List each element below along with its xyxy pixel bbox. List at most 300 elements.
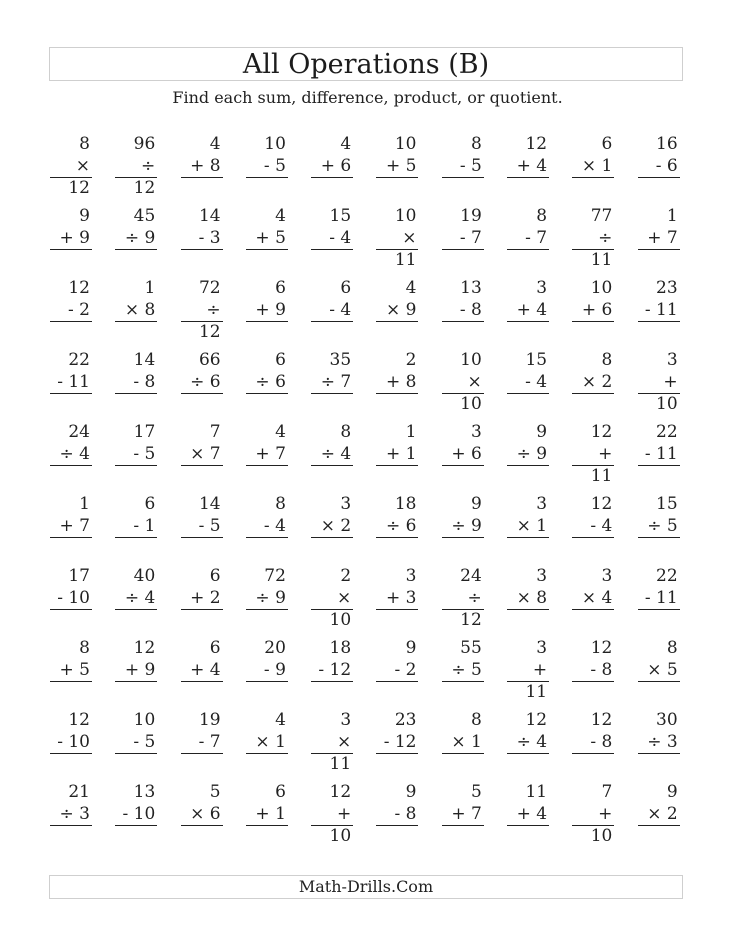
problem-operator-number: - 1 xyxy=(115,515,157,538)
problem-operator-number: + 9 xyxy=(246,299,288,322)
math-problem xyxy=(442,349,484,421)
problem-operator-number: × 1 xyxy=(246,731,288,754)
problem-top-number: 5 xyxy=(209,782,221,802)
problem-top-number: 6 xyxy=(144,494,156,514)
problem-operator-number: ÷ 6 xyxy=(181,371,223,394)
problem-top-number: 10 xyxy=(133,710,156,730)
math-problem xyxy=(50,205,92,277)
problem-top-number: 8 xyxy=(79,134,90,154)
problem-operator-number: ÷ 9 xyxy=(246,587,288,610)
problem-operator-number: - 5 xyxy=(115,731,157,754)
problem-top-number: 12 xyxy=(525,134,548,154)
math-problem xyxy=(311,637,353,709)
math-problem xyxy=(115,133,157,205)
problem-operator-number: + 9 xyxy=(50,227,92,250)
problem-operator-number: + 9 xyxy=(115,659,157,682)
worksheet-title: All Operations (B) xyxy=(49,47,683,81)
problem-top-number: 9 xyxy=(666,782,678,802)
problem-operator-number: + 1 xyxy=(376,443,418,466)
math-problem xyxy=(376,781,418,853)
problem-top-number: 19 xyxy=(198,710,221,730)
math-problem xyxy=(246,637,288,709)
problem-operator-number: - 10 xyxy=(50,731,92,754)
math-problem xyxy=(638,781,680,853)
math-problem xyxy=(638,493,680,565)
problem-top-number: 3 xyxy=(405,566,417,586)
math-problem xyxy=(50,421,92,493)
math-problem xyxy=(181,493,223,565)
problem-operator-number: + 6 xyxy=(311,155,353,178)
math-problem xyxy=(181,421,223,493)
math-problem xyxy=(572,709,614,781)
math-problem xyxy=(50,493,92,565)
problem-operator-number: + 4 xyxy=(181,659,223,682)
math-problem xyxy=(572,493,614,565)
problem-operator-number: × 1 xyxy=(572,155,614,178)
math-problem xyxy=(507,205,549,277)
problem-operator-number: - 9 xyxy=(246,659,288,682)
problem-operator-number: × 2 xyxy=(311,515,353,538)
math-problem xyxy=(376,349,418,421)
problem-top-number: 1 xyxy=(405,422,417,442)
math-problem xyxy=(246,565,288,637)
problem-operator-number: × 1 xyxy=(442,731,484,754)
problem-operator-number: × 5 xyxy=(638,659,680,682)
problem-top-number: 40 xyxy=(133,566,156,586)
problem-operator-number: × 1 xyxy=(507,515,549,538)
math-problem xyxy=(246,493,288,565)
problem-operator-number: - 7 xyxy=(442,227,484,250)
problem-operator-number: × 10 xyxy=(442,371,484,394)
footer-credit: Math-Drills.Com xyxy=(49,875,683,899)
problem-operator-number: - 8 xyxy=(115,371,157,394)
problem-top-number: 13 xyxy=(460,278,482,298)
problem-top-number: 45 xyxy=(133,206,156,226)
problem-top-number: 3 xyxy=(601,566,613,586)
math-problem xyxy=(50,637,92,709)
problem-top-number: 2 xyxy=(405,350,417,370)
math-problem xyxy=(507,709,549,781)
problem-operator-number: + 4 xyxy=(507,299,549,322)
problem-top-number: 6 xyxy=(209,638,221,658)
problem-operator-number: - 6 xyxy=(638,155,680,178)
problem-top-number: 17 xyxy=(133,422,156,442)
problem-top-number: 16 xyxy=(656,134,678,154)
math-problem xyxy=(572,133,614,205)
math-problem xyxy=(115,709,157,781)
problem-top-number: 4 xyxy=(275,206,286,226)
problem-operator-number: × 8 xyxy=(115,299,157,322)
problem-row xyxy=(50,133,686,205)
math-problem xyxy=(507,349,549,421)
problem-operator-number: - 8 xyxy=(572,659,614,682)
math-problem xyxy=(442,133,484,205)
problem-operator-number: - 10 xyxy=(50,587,92,610)
math-problem xyxy=(50,709,92,781)
problem-operator-number: + 10 xyxy=(638,371,680,394)
math-problem xyxy=(311,565,353,637)
problem-top-number: 6 xyxy=(340,278,352,298)
problem-top-number: 6 xyxy=(601,134,613,154)
problem-row xyxy=(50,637,686,709)
math-problem xyxy=(638,565,680,637)
math-problem xyxy=(50,133,92,205)
math-problem xyxy=(246,205,288,277)
problem-top-number: 1 xyxy=(666,206,678,226)
problem-operator-number: + 11 xyxy=(572,443,614,466)
problem-row xyxy=(50,493,686,565)
math-problem xyxy=(115,637,157,709)
problem-operator-number: - 5 xyxy=(442,155,484,178)
math-problem xyxy=(376,205,418,277)
math-problem xyxy=(638,205,680,277)
problem-top-number: 14 xyxy=(198,206,221,226)
problem-top-number: 22 xyxy=(656,566,678,586)
problem-top-number: 15 xyxy=(525,350,548,370)
problem-top-number: 12 xyxy=(329,782,352,802)
problem-top-number: 12 xyxy=(525,710,548,730)
math-problem xyxy=(572,565,614,637)
math-problem xyxy=(311,781,353,853)
problem-top-number: 55 xyxy=(460,638,482,658)
problem-row xyxy=(50,565,686,637)
problem-operator-number: ÷ 11 xyxy=(572,227,614,250)
math-problem xyxy=(115,781,157,853)
math-problem xyxy=(507,277,549,349)
math-problem xyxy=(376,637,418,709)
math-problem xyxy=(50,781,92,853)
problem-operator-number: - 12 xyxy=(376,731,418,754)
problem-grid xyxy=(50,133,686,853)
problem-top-number: 10 xyxy=(460,350,482,370)
problem-top-number: 72 xyxy=(264,566,286,586)
math-problem xyxy=(507,781,549,853)
math-problem xyxy=(638,421,680,493)
problem-operator-number: × 8 xyxy=(507,587,549,610)
problem-top-number: 3 xyxy=(470,422,482,442)
problem-top-number: 1 xyxy=(144,278,156,298)
math-problem xyxy=(181,277,223,349)
problem-operator-number: × 9 xyxy=(376,299,418,322)
problem-top-number: 15 xyxy=(656,494,678,514)
problem-operator-number: - 4 xyxy=(311,299,353,322)
math-problem xyxy=(442,565,484,637)
math-problem xyxy=(311,133,353,205)
problem-top-number: 4 xyxy=(275,710,286,730)
math-problem xyxy=(181,349,223,421)
problem-operator-number: + 7 xyxy=(442,803,484,826)
problem-operator-number: - 4 xyxy=(572,515,614,538)
math-problem xyxy=(115,493,157,565)
problem-operator-number: ÷ 5 xyxy=(442,659,484,682)
problem-operator-number: ÷ 9 xyxy=(442,515,484,538)
problem-operator-number: - 3 xyxy=(181,227,223,250)
math-problem xyxy=(311,493,353,565)
problem-top-number: 17 xyxy=(68,566,90,586)
math-problem xyxy=(115,565,157,637)
math-problem xyxy=(376,133,418,205)
problem-top-number: 12 xyxy=(133,638,156,658)
math-problem xyxy=(442,205,484,277)
math-problem xyxy=(115,349,157,421)
problem-operator-number: - 8 xyxy=(572,731,614,754)
problem-operator-number: + 5 xyxy=(376,155,418,178)
problem-top-number: 2 xyxy=(340,566,352,586)
problem-operator-number: + 6 xyxy=(572,299,614,322)
math-problem xyxy=(181,709,223,781)
problem-operator-number: ÷ 6 xyxy=(246,371,288,394)
problem-operator-number: - 7 xyxy=(181,731,223,754)
problem-top-number: 4 xyxy=(209,134,221,154)
problem-operator-number: - 2 xyxy=(50,299,92,322)
problem-top-number: 12 xyxy=(590,638,613,658)
problem-operator-number: + 3 xyxy=(376,587,418,610)
problem-top-number: 30 xyxy=(656,710,678,730)
problem-top-number: 22 xyxy=(68,350,90,370)
problem-operator-number: × 7 xyxy=(181,443,223,466)
math-problem xyxy=(115,421,157,493)
problem-row xyxy=(50,205,686,277)
problem-top-number: 4 xyxy=(405,278,417,298)
problem-top-number: 23 xyxy=(656,278,678,298)
problem-top-number: 12 xyxy=(590,710,613,730)
problem-operator-number: ÷ 9 xyxy=(115,227,157,250)
problem-operator-number: + 5 xyxy=(246,227,288,250)
problem-operator-number: + 7 xyxy=(638,227,680,250)
math-problem xyxy=(376,277,418,349)
math-problem xyxy=(376,709,418,781)
problem-operator-number: ÷ 4 xyxy=(50,443,92,466)
math-problem xyxy=(507,421,549,493)
math-problem xyxy=(572,349,614,421)
math-problem xyxy=(442,709,484,781)
problem-operator-number: - 7 xyxy=(507,227,549,250)
problem-top-number: 5 xyxy=(470,782,482,802)
problem-operator-number: - 12 xyxy=(311,659,353,682)
problem-operator-number: + 4 xyxy=(507,803,549,826)
problem-top-number: 14 xyxy=(133,350,156,370)
problem-top-number: 3 xyxy=(536,638,548,658)
math-problem xyxy=(246,349,288,421)
math-problem xyxy=(572,421,614,493)
math-problem xyxy=(246,133,288,205)
problem-top-number: 3 xyxy=(536,494,548,514)
problem-top-number: 15 xyxy=(329,206,352,226)
problem-top-number: 8 xyxy=(470,134,482,154)
problem-operator-number: × 11 xyxy=(376,227,418,250)
problem-operator-number: - 10 xyxy=(115,803,157,826)
problem-top-number: 9 xyxy=(470,494,482,514)
math-problem xyxy=(442,781,484,853)
problem-operator-number: + 4 xyxy=(507,155,549,178)
problem-operator-number: × 2 xyxy=(572,371,614,394)
math-problem xyxy=(181,637,223,709)
problem-top-number: 8 xyxy=(340,422,352,442)
problem-operator-number: × 2 xyxy=(638,803,680,826)
problem-top-number: 12 xyxy=(590,494,613,514)
problem-operator-number: + 10 xyxy=(572,803,614,826)
math-problem xyxy=(572,277,614,349)
problem-operator-number: - 5 xyxy=(181,515,223,538)
math-problem xyxy=(311,421,353,493)
math-problem xyxy=(115,205,157,277)
problem-top-number: 10 xyxy=(394,206,417,226)
math-problem xyxy=(507,493,549,565)
problem-top-number: 35 xyxy=(329,350,352,370)
problem-operator-number: - 11 xyxy=(638,299,680,322)
math-problem xyxy=(181,205,223,277)
problem-top-number: 22 xyxy=(656,422,678,442)
problem-operator-number: × 6 xyxy=(181,803,223,826)
math-problem xyxy=(638,637,680,709)
problem-top-number: 23 xyxy=(394,710,417,730)
problem-operator-number: - 2 xyxy=(376,659,418,682)
problem-top-number: 4 xyxy=(340,134,352,154)
problem-operator-number: × 4 xyxy=(572,587,614,610)
problem-operator-number: × 12 xyxy=(50,155,92,178)
math-problem xyxy=(507,637,549,709)
problem-top-number: 3 xyxy=(666,350,678,370)
math-problem xyxy=(572,205,614,277)
problem-top-number: 8 xyxy=(666,638,678,658)
problem-top-number: 77 xyxy=(590,206,613,226)
math-problem xyxy=(638,133,680,205)
problem-top-number: 24 xyxy=(68,422,90,442)
math-problem xyxy=(115,277,157,349)
problem-top-number: 20 xyxy=(264,638,286,658)
problem-top-number: 6 xyxy=(275,350,286,370)
math-problem xyxy=(246,781,288,853)
problem-top-number: 8 xyxy=(601,350,613,370)
math-problem xyxy=(442,277,484,349)
problem-operator-number: × 10 xyxy=(311,587,353,610)
problem-operator-number: + 5 xyxy=(50,659,92,682)
math-problem xyxy=(246,277,288,349)
problem-top-number: 10 xyxy=(590,278,613,298)
problem-top-number: 66 xyxy=(198,350,221,370)
problem-row xyxy=(50,277,686,349)
math-problem xyxy=(442,493,484,565)
problem-operator-number: - 4 xyxy=(311,227,353,250)
problem-top-number: 24 xyxy=(460,566,482,586)
math-problem xyxy=(311,709,353,781)
math-problem xyxy=(638,349,680,421)
math-problem xyxy=(442,421,484,493)
problem-operator-number: + 2 xyxy=(181,587,223,610)
problem-top-number: 12 xyxy=(590,422,613,442)
problem-top-number: 13 xyxy=(133,782,156,802)
math-problem xyxy=(50,277,92,349)
math-problem xyxy=(311,205,353,277)
problem-top-number: 12 xyxy=(68,710,90,730)
math-problem xyxy=(507,565,549,637)
problem-operator-number: ÷ 12 xyxy=(115,155,157,178)
problem-row xyxy=(50,421,686,493)
math-problem xyxy=(376,565,418,637)
worksheet-instructions: Find each sum, difference, product, or quotient. xyxy=(172,88,563,107)
problem-operator-number: ÷ 4 xyxy=(115,587,157,610)
problem-top-number: 11 xyxy=(525,782,548,802)
problem-row xyxy=(50,709,686,781)
problem-top-number: 4 xyxy=(275,422,286,442)
problem-top-number: 3 xyxy=(340,494,352,514)
math-problem xyxy=(246,709,288,781)
problem-operator-number: + 6 xyxy=(442,443,484,466)
problem-top-number: 96 xyxy=(133,134,156,154)
problem-operator-number: + 8 xyxy=(376,371,418,394)
problem-operator-number: ÷ 7 xyxy=(311,371,353,394)
math-problem xyxy=(246,421,288,493)
math-problem xyxy=(50,349,92,421)
problem-operator-number: ÷ 4 xyxy=(507,731,549,754)
math-problem xyxy=(442,637,484,709)
problem-top-number: 19 xyxy=(460,206,482,226)
problem-top-number: 9 xyxy=(536,422,548,442)
math-problem xyxy=(572,781,614,853)
problem-operator-number: - 5 xyxy=(246,155,288,178)
problem-operator-number: - 11 xyxy=(638,587,680,610)
problem-top-number: 8 xyxy=(470,710,482,730)
problem-top-number: 8 xyxy=(79,638,90,658)
problem-operator-number: ÷ 3 xyxy=(638,731,680,754)
problem-operator-number: ÷ 9 xyxy=(507,443,549,466)
problem-top-number: 8 xyxy=(536,206,548,226)
problem-top-number: 8 xyxy=(275,494,286,514)
problem-top-number: 3 xyxy=(340,710,352,730)
problem-top-number: 6 xyxy=(275,782,286,802)
problem-operator-number: + 10 xyxy=(311,803,353,826)
math-problem xyxy=(638,709,680,781)
problem-operator-number: ÷ 5 xyxy=(638,515,680,538)
problem-top-number: 9 xyxy=(405,638,417,658)
problem-row xyxy=(50,781,686,853)
math-problem xyxy=(572,637,614,709)
problem-top-number: 21 xyxy=(68,782,90,802)
problem-operator-number: ÷ 3 xyxy=(50,803,92,826)
problem-top-number: 9 xyxy=(79,206,90,226)
math-problem xyxy=(376,493,418,565)
problem-top-number: 14 xyxy=(198,494,221,514)
problem-top-number: 7 xyxy=(209,422,221,442)
problem-operator-number: + 11 xyxy=(507,659,549,682)
problem-operator-number: - 11 xyxy=(638,443,680,466)
math-problem xyxy=(311,277,353,349)
problem-top-number: 3 xyxy=(536,278,548,298)
problem-operator-number: + 1 xyxy=(246,803,288,826)
problem-operator-number: - 8 xyxy=(376,803,418,826)
problem-operator-number: + 7 xyxy=(246,443,288,466)
math-problem xyxy=(638,277,680,349)
math-problem xyxy=(181,133,223,205)
problem-operator-number: - 8 xyxy=(442,299,484,322)
math-problem xyxy=(181,781,223,853)
problem-top-number: 3 xyxy=(536,566,548,586)
problem-top-number: 18 xyxy=(329,638,352,658)
problem-operator-number: × 11 xyxy=(311,731,353,754)
problem-operator-number: ÷ 4 xyxy=(311,443,353,466)
problem-operator-number: ÷ 12 xyxy=(181,299,223,322)
problem-operator-number: - 4 xyxy=(507,371,549,394)
math-problem xyxy=(311,349,353,421)
math-problem xyxy=(376,421,418,493)
math-problem xyxy=(181,565,223,637)
problem-operator-number: - 11 xyxy=(50,371,92,394)
problem-top-number: 12 xyxy=(68,278,90,298)
problem-top-number: 18 xyxy=(394,494,417,514)
problem-operator-number: - 4 xyxy=(246,515,288,538)
problem-top-number: 1 xyxy=(79,494,90,514)
problem-operator-number: + 8 xyxy=(181,155,223,178)
